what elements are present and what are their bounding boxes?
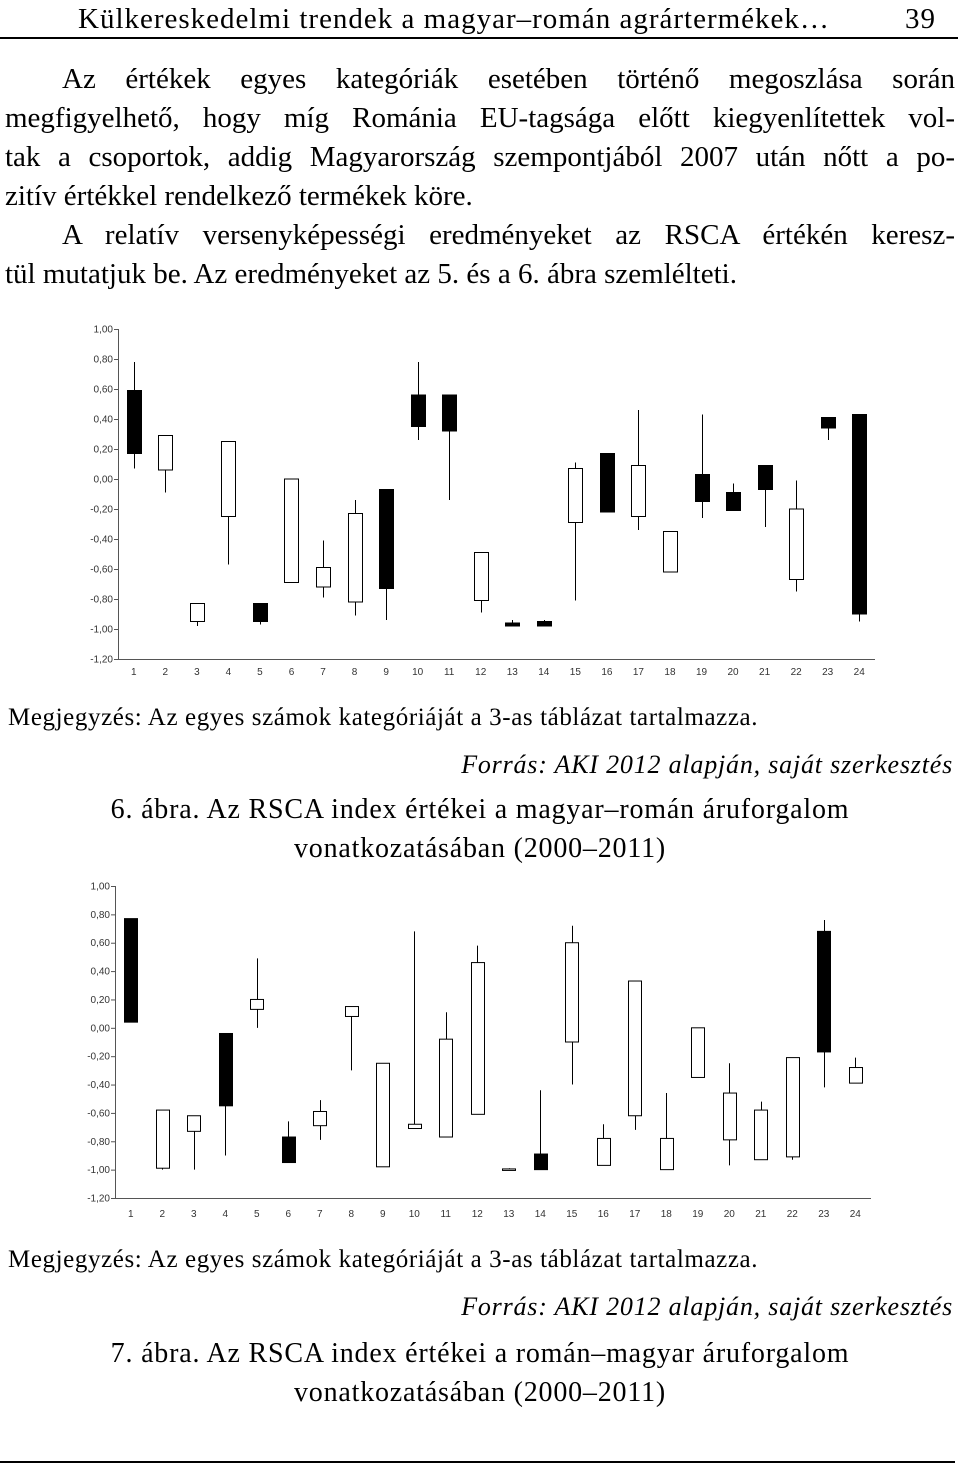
- x-tick-label: 2: [159, 1209, 166, 1220]
- x-tick-label: 16: [601, 667, 613, 678]
- caption-line: 6. ábra. Az RSCA index értékei a magyar–román áruforgalom: [110, 794, 850, 825]
- x-tick-label: 24: [849, 1209, 861, 1220]
- candle-body: [251, 999, 264, 1009]
- candle-body: [159, 436, 173, 471]
- x-tick-label: 16: [597, 1209, 609, 1220]
- candle-13: [503, 1168, 516, 1170]
- x-tick-label: 6: [285, 1209, 292, 1220]
- x-tick-label: 19: [692, 1209, 704, 1220]
- y-tick-label: 0,00: [93, 474, 113, 486]
- candle-body: [220, 1033, 233, 1105]
- candle-24: [853, 415, 867, 622]
- candle-body: [822, 418, 836, 429]
- y-tick-label: -1,20: [90, 654, 113, 666]
- x-tick-label: 17: [629, 1209, 641, 1220]
- x-tick-label: 17: [632, 667, 644, 678]
- x-tick-label: 20: [727, 667, 739, 678]
- candle-body: [377, 1063, 390, 1167]
- candle-body: [724, 1093, 737, 1140]
- candle-7: [314, 1100, 327, 1140]
- figure-note: Megjegyzés: Az egyes számok kategóriáját a 3-as táblázat tartalmazza.: [8, 704, 759, 731]
- candle-17: [632, 410, 646, 530]
- candle-body: [380, 490, 394, 589]
- candle-body: [317, 568, 331, 588]
- candle-body: [853, 415, 867, 615]
- candle-1: [128, 362, 142, 469]
- x-tick-label: 8: [348, 1209, 355, 1220]
- candle-3: [188, 1116, 201, 1170]
- x-tick-label: 8: [351, 667, 358, 678]
- candle-12: [472, 946, 485, 1115]
- candle-body: [443, 395, 457, 431]
- x-tick-label: 13: [506, 667, 518, 678]
- y-tick-label: 0,20: [93, 444, 113, 456]
- candle-13: [506, 620, 520, 626]
- candle-body: [535, 1154, 548, 1170]
- candle-21: [755, 1102, 768, 1160]
- candle-23: [818, 920, 831, 1087]
- x-tick-label: 11: [440, 1209, 451, 1220]
- candle-15: [566, 926, 579, 1085]
- figure-caption: [0, 790, 960, 868]
- candle-body: [850, 1068, 863, 1084]
- candle-16: [601, 454, 615, 513]
- candle-4: [222, 442, 236, 565]
- candle-body: [632, 466, 646, 517]
- y-tick-label: -0,60: [87, 1108, 110, 1120]
- candle-14: [535, 1090, 548, 1169]
- candle-body: [692, 1028, 705, 1078]
- candle-9: [380, 490, 394, 621]
- text-line: Az értékek egyes kategóriák esetében történő megoszlása során: [62, 63, 955, 95]
- candle-6: [283, 1121, 296, 1162]
- y-tick-label: 0,00: [90, 1023, 110, 1035]
- y-tick-label: 0,40: [90, 966, 110, 978]
- bottom-rule: [0, 1461, 955, 1463]
- text-line: A relatív versenyképességi eredményeket az RSCA értékén keresz-: [62, 219, 955, 251]
- candle-2: [159, 436, 173, 493]
- x-tick-label: 23: [822, 667, 834, 678]
- y-tick-label: -0,80: [87, 1136, 110, 1148]
- x-tick-label: 18: [664, 667, 676, 678]
- candle-body: [727, 493, 741, 511]
- x-tick-label: 12: [475, 667, 487, 678]
- candle-19: [696, 415, 710, 519]
- candle-body: [349, 514, 363, 603]
- candle-body: [157, 1110, 170, 1168]
- x-tick-label: 24: [853, 667, 865, 678]
- candle-body: [346, 1007, 359, 1017]
- candle-body: [818, 931, 831, 1052]
- candle-body: [790, 509, 804, 580]
- x-tick-label: 6: [288, 667, 295, 678]
- candle-3: [191, 604, 205, 627]
- figure-source: Forrás: AKI 2012 alapján, saját szerkesztés: [461, 750, 953, 779]
- y-tick-label: 0,40: [93, 414, 113, 426]
- candle-body: [664, 532, 678, 573]
- running-header: [0, 0, 958, 39]
- x-tick-label: 1: [127, 1209, 134, 1220]
- candle-body: [472, 963, 485, 1115]
- candle-body: [440, 1039, 453, 1137]
- running-title: Külkereskedelmi trendek a magyar–román agrártermékek…: [78, 3, 830, 35]
- candle-20: [724, 1063, 737, 1165]
- candle-10: [412, 362, 426, 440]
- page-number: 39: [905, 3, 936, 35]
- x-tick-label: 5: [253, 1209, 260, 1220]
- candle-body: [661, 1138, 674, 1169]
- x-tick-label: 11: [443, 667, 455, 678]
- paragraph: [5, 60, 955, 216]
- candle-19: [692, 1028, 705, 1078]
- x-tick-label: 21: [759, 667, 771, 678]
- candle-8: [346, 1007, 359, 1071]
- y-tick-label: 0,60: [90, 938, 110, 950]
- x-tick-label: 13: [503, 1209, 515, 1220]
- y-tick-label: -0,20: [90, 504, 113, 516]
- candle-body: [283, 1137, 296, 1163]
- candle-18: [664, 532, 678, 573]
- candle-24: [850, 1058, 863, 1084]
- x-tick-label: 9: [379, 1209, 386, 1220]
- y-tick-label: -0,20: [87, 1051, 110, 1063]
- x-tick-label: 4: [225, 667, 232, 678]
- y-tick-label: -0,80: [90, 594, 113, 606]
- x-tick-label: 3: [194, 667, 200, 678]
- text-line: zitív értékkel rendelkező termékek köre.: [5, 180, 473, 212]
- candle-body: [569, 469, 583, 523]
- candle-6: [285, 479, 299, 583]
- candle-20: [727, 484, 741, 511]
- x-tick-label: 14: [534, 1209, 546, 1220]
- candle-2: [157, 1110, 170, 1170]
- x-tick-label: 7: [320, 667, 326, 678]
- candle-body: [755, 1110, 768, 1160]
- x-tick-label: 22: [790, 667, 802, 678]
- figure-caption: [0, 1334, 960, 1412]
- candle-8: [349, 500, 363, 616]
- candle-body: [696, 475, 710, 502]
- text-line: megfigyelhető, hogy míg Románia EU-tagsága előtt kiegyenlítettek vol-: [5, 102, 955, 134]
- x-tick-label: 21: [755, 1209, 767, 1220]
- text-line: tak a csoportok, addig Magyarország szempontjából 2007 után nőtt a po-: [5, 141, 955, 173]
- candle-body: [125, 919, 138, 1023]
- rsca-candlestick-chart-7: [60, 876, 890, 1226]
- figure-note: Megjegyzés: Az egyes számok kategóriáját a 3-as táblázat tartalmazza.: [8, 1246, 759, 1273]
- x-tick-label: 3: [190, 1209, 197, 1220]
- candle-body: [285, 479, 299, 583]
- y-tick-label: -0,40: [87, 1080, 110, 1092]
- candle-17: [629, 981, 642, 1130]
- candle-11: [443, 395, 457, 500]
- x-tick-label: 10: [408, 1209, 420, 1220]
- x-tick-label: 18: [660, 1209, 672, 1220]
- candle-body: [222, 442, 236, 517]
- candle-body: [475, 553, 489, 601]
- y-tick-label: 0,20: [90, 994, 110, 1006]
- y-tick-label: -0,60: [90, 564, 113, 576]
- x-tick-label: 14: [538, 667, 550, 678]
- x-tick-label: 20: [723, 1209, 735, 1220]
- y-tick-label: 0,80: [93, 354, 113, 366]
- candle-body: [598, 1138, 611, 1165]
- candle-22: [787, 1058, 800, 1160]
- x-tick-label: 2: [162, 667, 169, 678]
- candle-body: [128, 391, 142, 454]
- candle-body: [254, 604, 268, 622]
- x-tick-label: 22: [786, 1209, 798, 1220]
- body-text: [5, 60, 955, 294]
- caption-line: vonatkozatásában (2000–2011): [293, 833, 667, 864]
- x-tick-label: 4: [222, 1209, 229, 1220]
- candle-body: [503, 1169, 516, 1171]
- candle-body: [566, 943, 579, 1042]
- candle-22: [790, 481, 804, 592]
- y-tick-label: -0,40: [90, 534, 113, 546]
- candle-12: [475, 553, 489, 613]
- x-tick-label: 15: [569, 667, 581, 678]
- candle-11: [440, 1012, 453, 1137]
- text-line: tül mutatjuk be. Az eredményeket az 5. és a 6. ábra szemlélteti.: [5, 258, 737, 290]
- x-tick-label: 5: [257, 667, 263, 678]
- paragraph: [5, 216, 955, 294]
- candle-7: [317, 541, 331, 598]
- y-tick-label: 0,60: [93, 384, 113, 396]
- y-tick-label: -1,00: [87, 1165, 110, 1177]
- y-tick-label: 0,80: [90, 909, 110, 921]
- candle-body: [412, 395, 426, 427]
- candle-body: [409, 1124, 422, 1128]
- y-tick-label: -1,20: [87, 1193, 110, 1205]
- candle-body: [601, 454, 615, 513]
- candle-body: [314, 1111, 327, 1125]
- x-tick-label: 1: [130, 667, 137, 678]
- candle-4: [220, 1033, 233, 1155]
- x-tick-label: 19: [695, 667, 708, 678]
- candle-21: [759, 466, 773, 528]
- figure-source: Forrás: AKI 2012 alapján, saját szerkesztés: [461, 1292, 953, 1321]
- y-tick-label: 1,00: [93, 324, 113, 336]
- candle-body: [759, 466, 773, 490]
- candle-5: [254, 604, 268, 625]
- x-tick-label: 7: [316, 1209, 323, 1220]
- candle-16: [598, 1124, 611, 1165]
- candle-10: [409, 931, 422, 1128]
- candle-1: [125, 919, 138, 1023]
- candle-body: [538, 622, 552, 627]
- candle-5: [251, 958, 264, 1027]
- x-tick-label: 9: [383, 667, 389, 678]
- candle-23: [822, 418, 836, 441]
- candle-body: [787, 1058, 800, 1157]
- caption-line: 7. ábra. Az RSCA index értékei a román–magyar áruforgalom: [110, 1338, 850, 1369]
- y-tick-label: 1,00: [90, 881, 110, 893]
- x-tick-label: 15: [566, 1209, 578, 1220]
- candle-9: [377, 1063, 390, 1167]
- candle-14: [538, 620, 552, 626]
- rsca-candlestick-chart-6: [60, 318, 890, 683]
- candle-15: [569, 463, 583, 601]
- candle-body: [188, 1116, 201, 1132]
- candle-body: [629, 981, 642, 1116]
- x-tick-label: 10: [412, 667, 424, 678]
- caption-line: vonatkozatásában (2000–2011): [293, 1377, 667, 1408]
- candle-18: [661, 1093, 674, 1170]
- y-tick-label: -1,00: [90, 624, 113, 636]
- x-tick-label: 12: [471, 1209, 483, 1220]
- candle-body: [506, 623, 520, 626]
- candle-body: [191, 604, 205, 622]
- x-tick-label: 23: [818, 1209, 830, 1220]
